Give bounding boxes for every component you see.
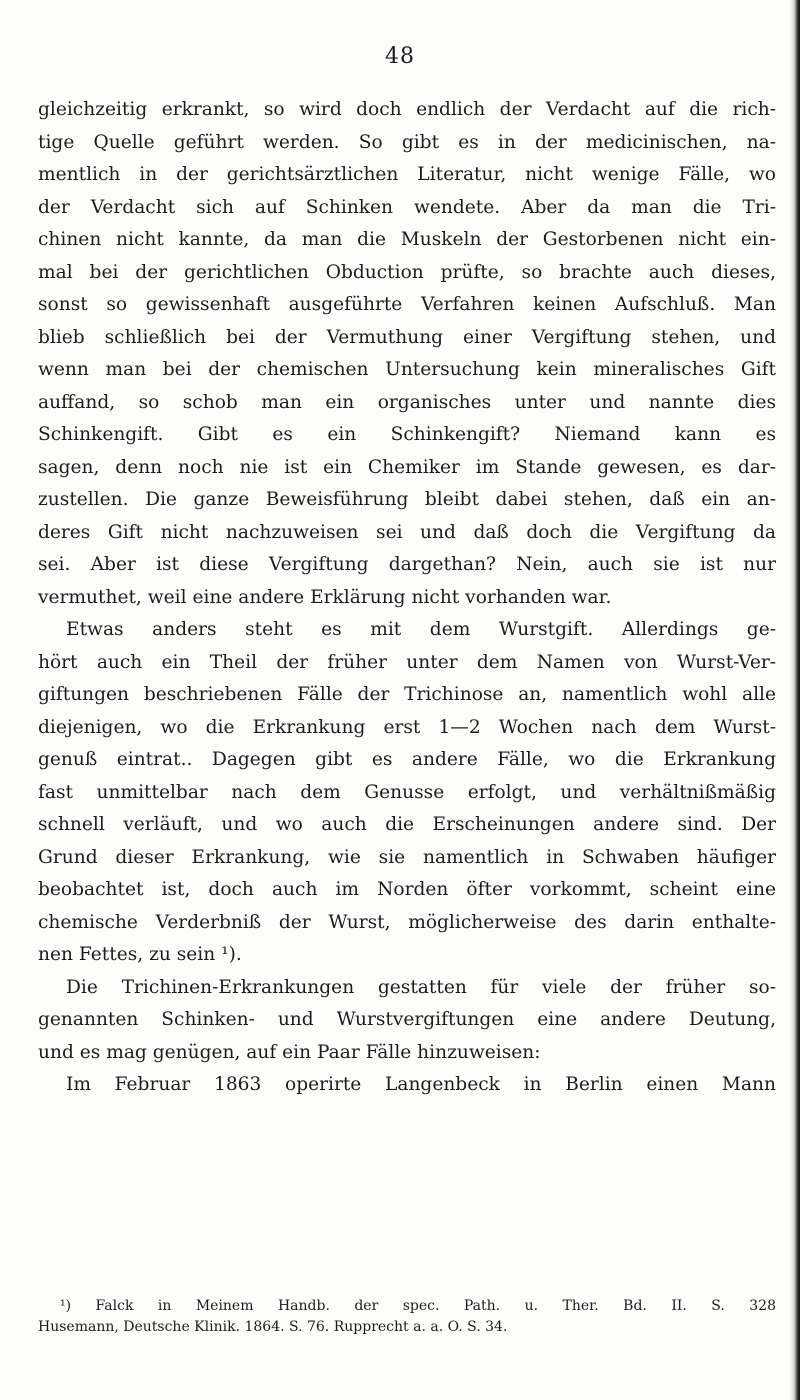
text-line: zustellen. Die ganze Beweisführung bleibt dabei stehen, daß ein an- (38, 489, 776, 510)
text-line: sei. Aber ist diese Vergiftung dargethan? Nein, auch sie ist nur (38, 554, 776, 575)
footnotes (38, 1296, 776, 1338)
text-line: wenn man bei der chemischen Untersuchung kein mineralisches Gift (38, 359, 776, 380)
text-line: Schinkengift. Gibt es ein Schinkengift? Niemand kann es (38, 424, 776, 445)
text-line: genannten Schinken- und Wurstvergiftungen eine andere Deutung, (38, 1009, 776, 1030)
footnote-line: Husemann, Deutsche Klinik. 1864. S. 76. Rupprecht a. a. O. S. 34. (38, 1319, 508, 1335)
text-line: giftungen beschriebenen Fälle der Trichinose an, namentlich wohl alle (38, 684, 776, 705)
text-line: mentlich in der gerichtsärztlichen Literatur, nicht wenige Fälle, wo (38, 164, 776, 185)
text-line: beobachtet ist, doch auch im Norden öfter vorkommt, scheint eine (38, 879, 776, 900)
text-line: fast unmittelbar nach dem Genusse erfolgt, und verhältnißmäßig (38, 781, 776, 803)
text-line: gleichzeitig erkrankt, so wird doch endlich der Verdacht auf die rich- (38, 99, 776, 120)
text-line: Grund dieser Erkrankung, wie sie namentlich in Schwaben häufiger (38, 846, 776, 868)
text-line: mal bei der gerichtlichen Obduction prüfte, so brachte auch dieses, (38, 261, 776, 283)
footnote-line: ¹) Falck in Meinem Handb. der spec. Path. u. Ther. Bd. II. S. 328 (60, 1298, 776, 1314)
text-line: auffand, so schob man ein organisches unter und nannte dies (38, 391, 776, 413)
page-number: 48 (385, 44, 415, 69)
text-line: deres Gift nicht nachzuweisen sei und daß doch die Vergiftung da (38, 521, 776, 543)
page-edge-shadow (790, 0, 800, 1400)
text-line: sonst so gewissenhaft ausgeführte Verfahren keinen Aufschluß. Man (38, 294, 776, 315)
text-line: tige Quelle geführt werden. So gibt es in der medicinischen, na- (38, 131, 776, 153)
text-line: Die Trichinen-Erkrankungen gestatten für viele der früher so- (66, 976, 776, 998)
text-line: Etwas anders steht es mit dem Wurstgift. Allerdings ge- (66, 619, 776, 640)
text-line: chinen nicht kannte, da man die Muskeln der Gestorbenen nicht ein- (38, 229, 776, 250)
text-line: nen Fettes, zu sein ¹). (38, 944, 242, 965)
text-line: chemische Verderbniß der Wurst, möglicherweise des darin enthalte- (38, 911, 776, 933)
text-line: diejenigen, wo die Erkrankung erst 1—2 Wochen nach dem Wurst- (38, 716, 776, 738)
text-line: und es mag genügen, auf ein Paar Fälle hinzuweisen: (38, 1041, 541, 1063)
text-line: Im Februar 1863 operirte Langenbeck in Berlin einen Mann (66, 1074, 776, 1095)
text-line: genuß eintrat.. Dagegen gibt es andere Fälle, wo die Erkrankung (38, 749, 776, 770)
text-line: schnell verläuft, und wo auch die Erscheinungen andere sind. Der (38, 814, 776, 835)
text-line: blieb schließlich bei der Vermuthung einer Vergiftung stehen, und (38, 326, 776, 348)
text-line: hört auch ein Theil der früher unter dem Namen von Wurst-Ver- (38, 651, 776, 673)
text-line: vermuthet, weil eine andere Erklärung nicht vorhanden war. (38, 586, 612, 608)
text-line: der Verdacht sich auf Schinken wendete. Aber da man die Tri- (38, 196, 776, 218)
text-line: sagen, denn noch nie ist ein Chemiker im Stande gewesen, es dar- (38, 456, 776, 478)
body-text (38, 94, 776, 1102)
